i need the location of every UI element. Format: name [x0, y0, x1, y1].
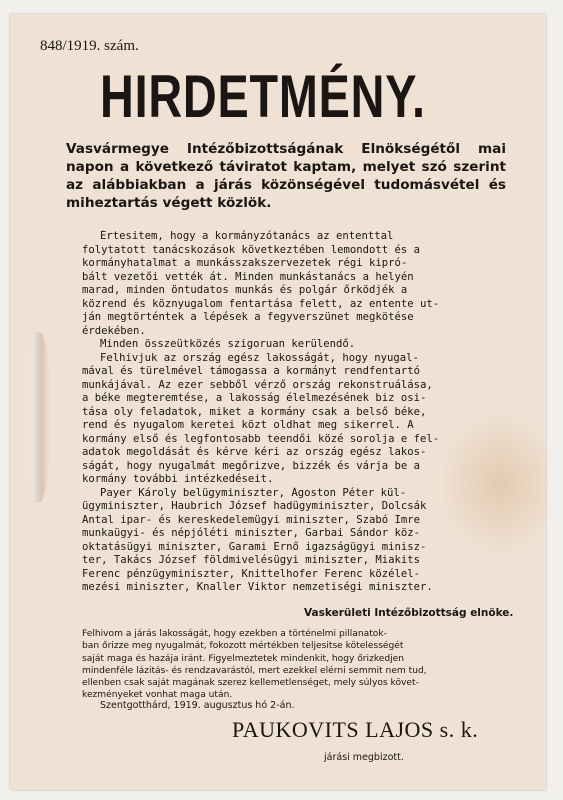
- body-line: Felhivjuk az ország egész lakosságát, hogy nyugal-: [100, 351, 419, 364]
- body-line: Értesitem, hogy a kormányzótanács az ententtal: [100, 230, 394, 242]
- body-line: Payer Károly belügyminiszter, Ágoston Péter kül-: [100, 486, 407, 499]
- body-line: kormány további intézkedéseit.: [82, 473, 274, 485]
- body-line: rend és nyugalom keretei közt oldhat meg sikerrel. A: [82, 419, 414, 431]
- closing-line: ellenben csak saját magának szerez kellemetlenséget, mely súlyos követ-: [82, 678, 419, 689]
- body-line: munkaügyi- és népjóléti miniszter, Garbai Sándor köz-: [82, 527, 421, 539]
- body-line: kormányhatalmat a munkásszakszervezetek régi kipró-: [82, 257, 408, 269]
- closing-line: saját maga és hazája iránt. Figyelmeztetek mindenkit, hogy őrizkedjen: [82, 653, 405, 664]
- telegram-text: [82, 230, 512, 595]
- body-line: folytatott tanácskozások következtében lemondott és a: [82, 243, 421, 256]
- closing-line: Felhivom a járás lakosságát, hogy ezekben a történelmi pillanatok-: [82, 629, 387, 639]
- body-line: ügyminiszter, Haubrich József hadügyminiszter, Dolcsák: [82, 500, 427, 512]
- body-line: marad, minden öntudatos munkás és polgár őrködjék a: [82, 284, 408, 296]
- body-line: oktatásügyi miniszter, Garami Ernő igazságügyi minisz-: [82, 540, 427, 553]
- torn-edge: [24, 332, 50, 502]
- body-line: tása oly feladatok, miket a kormány csak a belső béke,: [82, 405, 427, 418]
- body-line: mezési miniszter, Knaller Viktor nemzetiségi miniszter.: [82, 581, 433, 593]
- document-number: 848/1919. szám.: [40, 38, 139, 54]
- body-line: Ferenc pénzügyminiszter, Knittelhofer Ferenc közélel-: [82, 567, 421, 580]
- body-line: ján megtörténtek a lépések a fegyverszünet megkötése: [82, 311, 414, 323]
- body-line: munkájával. Az ezer sebből vérző ország rekonstruálása,: [82, 378, 433, 391]
- body-line: a béke megteremtése, a lakosság élelmezésének biz osi-: [82, 392, 427, 404]
- body-line: ságát, hogy nyugalmát megőrizve, bizzék és várja be a: [82, 459, 421, 472]
- closing-line: mindenféle lázitás- és rendzavarástól, mert ezekkel elérni semmit nem tud,: [82, 665, 427, 676]
- body-line: Minden összeütközés szigoruan kerülendő.: [100, 338, 356, 350]
- body-line: közrend és köznyugalom fentartása felett, az entente ut-: [82, 297, 440, 310]
- body-line: kormány első és legfontosabb teendői közé sorolja e fel-: [82, 432, 440, 445]
- intro-paragraph: Vasvármegye Intézőbizottságának Elnökségétől mai napon a következő táviratot kaptam, melyet szó szerint az alábbiakban a járás közönségével tudomásvétel és miheztartás végett közlök.: [66, 141, 506, 211]
- closing-text: [82, 628, 512, 702]
- committee-signature: Vaskerületi Intézőbizottság elnöke.: [304, 607, 514, 619]
- body-line: érdekében.: [82, 324, 146, 337]
- official-signature: PAUKOVITS LAJOS s. k.: [232, 717, 479, 742]
- body-line: Antal ipar- és kereskedelemügyi miniszter, Szabó Imre: [82, 513, 421, 526]
- body-line: bált vezetői vették át. Minden munkástanács a helyén: [82, 270, 414, 283]
- body-line: mával és türelmével támogassa a kormányt rendfentartó: [82, 365, 421, 377]
- closing-line: ban őrizze meg nyugalmát, fokozott mértékben teljesitse kötelességét: [82, 641, 404, 652]
- body-line: adatok megoldását és kérve kéri az ország egész lakos-: [82, 446, 427, 458]
- closing-line: kezményeket vonhat maga után.: [82, 690, 233, 701]
- date-line: Szentgotthárd, 1919. augusztus hó 2-án.: [100, 700, 295, 711]
- body-line: ter, Takács József földmivelésügyi miniszter, Miakits: [82, 554, 421, 566]
- signature-role: járási megbizott.: [324, 752, 404, 763]
- page-title: HIRDETMÉNY.: [100, 63, 426, 130]
